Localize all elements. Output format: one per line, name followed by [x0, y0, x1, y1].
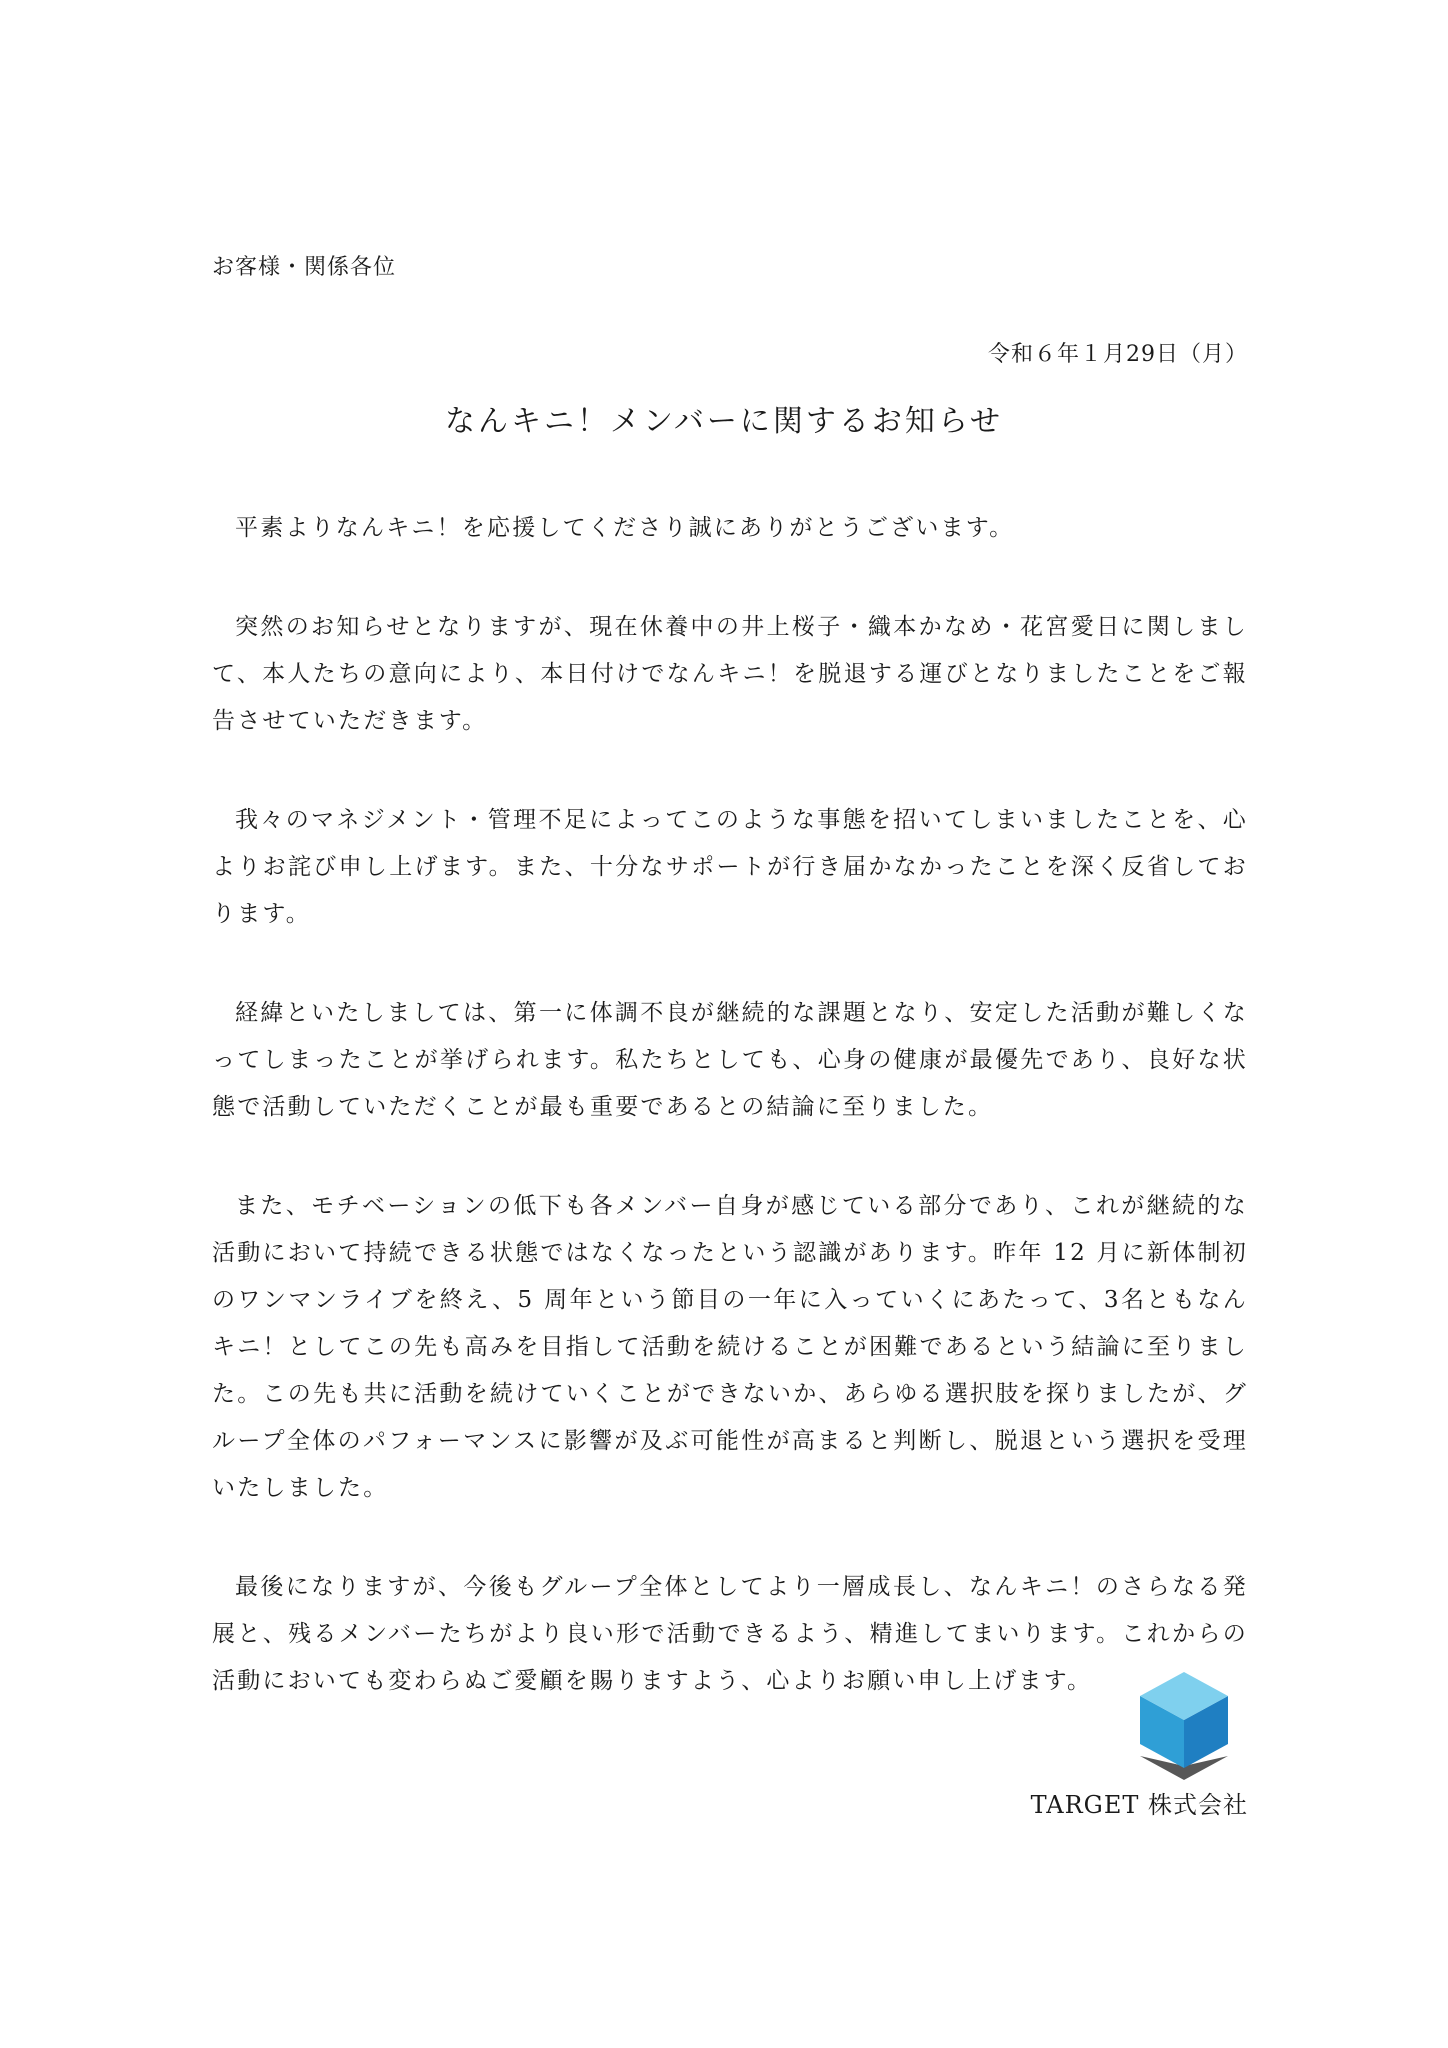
paragraph-background: 経緯といたしましては、第一に体調不良が継続的な課題となり、安定した活動が難しくなってしまったことが挙げられます。私たちとしても、心身の健康が最優先であり、良好な状態で活動していただくことが最も重要であるとの結論に至りました。	[212, 1000, 1248, 1120]
paragraph-apology: 我々のマネジメント・管理不足によってこのような事態を招いてしまいましたことを、心よりお詫び申し上げます。また、十分なサポートが行き届かなかったことを深く反省しております。	[212, 807, 1248, 927]
addressee: お客様・関係各位	[212, 255, 397, 280]
document-title: なんキニ！メンバーに関するお知らせ	[445, 404, 1003, 439]
paragraph-closing: 最後になりますが、今後もグループ全体としてより一層成長し、なんキニ！のさらなる発展と、残るメンバーたちがより良い形で活動できるよう、精進してまいります。これからの活動においても変わらぬご愛顧を賜りますよう、心よりお願い申し上げます。	[212, 1574, 1248, 1694]
body-text	[212, 505, 1248, 1757]
date: 令和６年１月29日（月）	[988, 342, 1248, 367]
paragraph-greeting: 平素よりなんキニ！を応援してくださり誠にありがとうございます。	[235, 515, 1015, 541]
paragraph-motivation: また、モチベーションの低下も各メンバー自身が感じている部分であり、これが継続的な活動において持続できる状態ではなくなったという認識があります。昨年 12 月に新体制初のワンマンライブを終え、5 周年という節目の一年に入っていくにあたって、3名ともなんキニ！としてこの先も高みを目指して活動を続けることが困難であるという結論に至りました。この先も共に活動を続けていくことができないか、あらゆる選択肢を探りましたが、グループ全体のパフォーマンスに影響が及ぶ可能性が高まると判断し、脱退という選択を受理いたしました。	[212, 1193, 1248, 1501]
company-name: TARGET 株式会社	[1030, 1791, 1248, 1819]
cube-logo-icon	[1136, 1668, 1232, 1780]
paragraph-announcement: 突然のお知らせとなりますが、現在休養中の井上桜子・織本かなめ・花宮愛日に関しまして、本人たちの意向により、本日付けでなんキニ！を脱退する運びとなりましたことをご報告させていただきます。	[212, 614, 1248, 734]
